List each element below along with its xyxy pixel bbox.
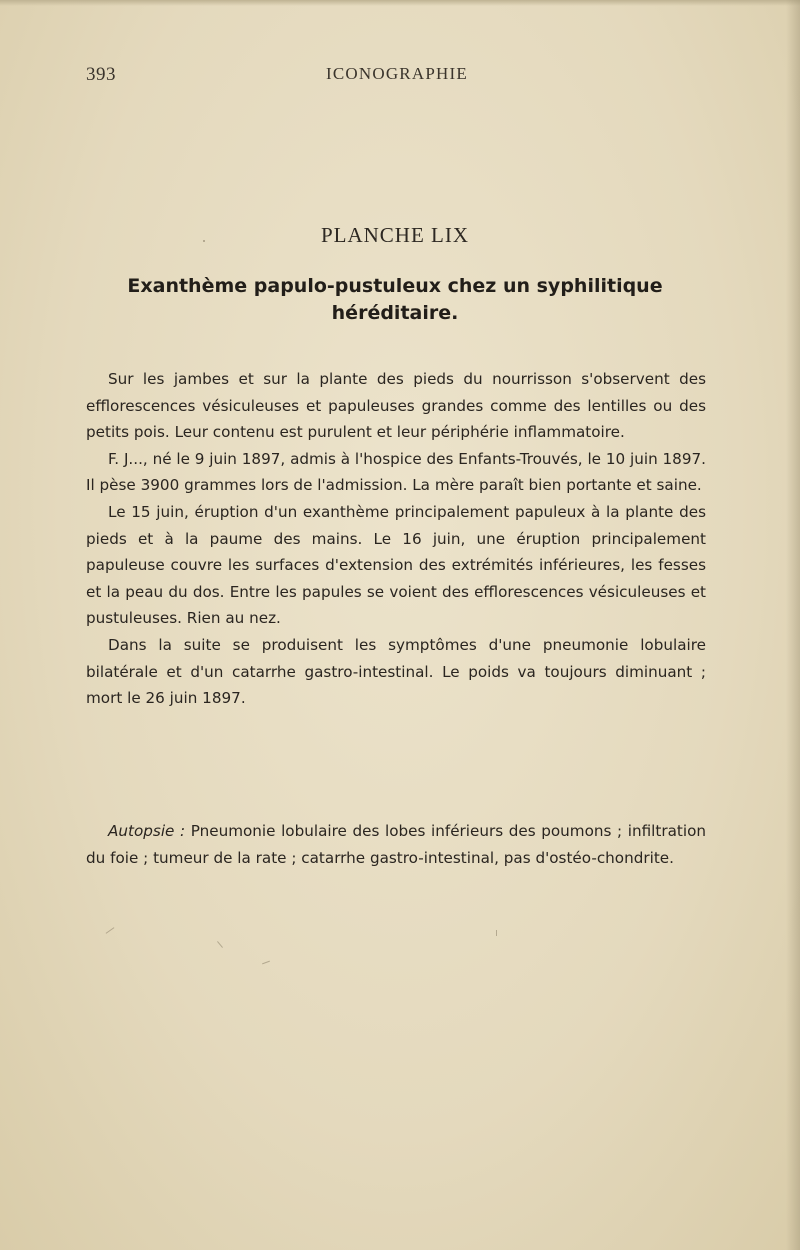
caption-line: Exanthème papulo-pustuleux chez un syphilitique [127,275,663,297]
page-edge-shadow [0,0,800,6]
page-gutter-shadow [786,0,800,1250]
running-head [86,64,706,88]
plate-caption [100,273,690,327]
paper-speck [203,240,205,242]
paper-speck [106,927,115,934]
body-text [86,366,706,712]
paragraph: F. J..., né le 9 juin 1897, admis à l'hospice des Enfants-Trouvés, le 10 juin 1897. Il pèse 3900 grammes lors de l'admission. La mère paraît bien portante et saine. [86,449,707,495]
paragraph: Dans la suite se produisent les symptômes d'une pneumonie lobulaire bilatérale et d'un catarrhe gastro-intestinal. Le poids va toujours diminuant ; mort le 26 juin 1897. [86,635,706,708]
autopsy-label: Autopsie : [108,822,186,840]
autopsy-text: Pneumonie lobulaire des lobes inférieurs des poumons ; infiltration du foie ; tumeur de la rate ; catarrhe gastro-intestinal, pas d'ostéo-chondrite. [86,822,706,867]
paper-speck [217,941,223,948]
paragraph: Le 15 juin, éruption d'un exanthème principalement papuleux à la plante des pieds et à la paume des mains. Le 16 juin, une éruption principalement papuleuse couvre les surfaces d'extension des extrémités inférieures, les fesses et la peau du dos. Entre les papules se voient des efflorescences vésiculeuses et pustuleuses. Rien au nez. [86,502,706,628]
page-number: 393 [86,64,116,85]
plate-title: PLANCHE LIX [320,223,470,247]
caption-line: héréditaire. [331,302,459,324]
paper-speck [262,961,270,965]
autopsy-paragraph [86,818,706,871]
running-title: ICONOGRAPHIE [326,64,468,83]
paragraph: Sur les jambes et sur la plante des pieds du nourrisson s'observent des efflorescences vésiculeuses et papuleuses grandes comme des lentilles ou des petits pois. Leur contenu est purulent et leur périphérie inflammatoire. [86,370,706,442]
paper-speck [496,930,497,936]
